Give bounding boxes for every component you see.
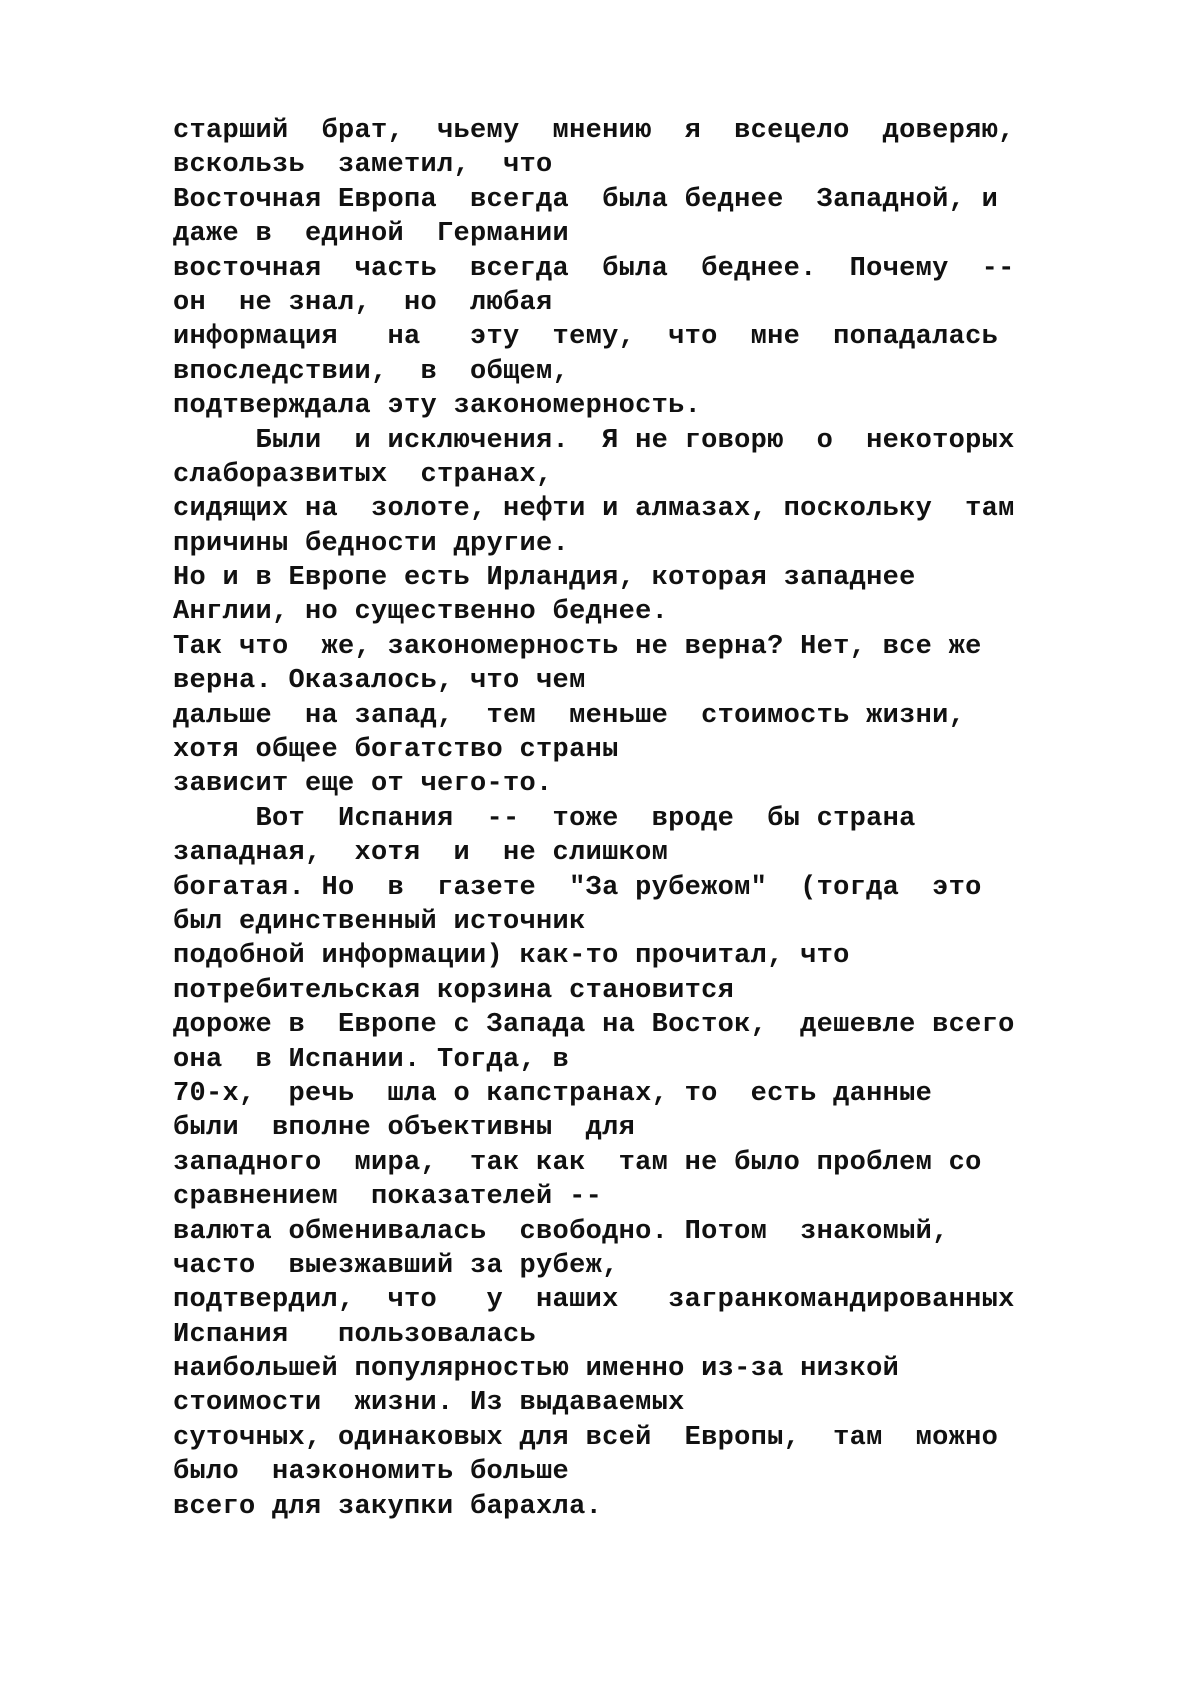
text-line: дальше на запад, тем меньше стоимость жизни, [173,700,966,731]
text-line: подобной информации) как-то прочитал, что [173,941,850,972]
text-line: Англии, но существенно беднее. [173,597,669,628]
text-line: суточных, одинаковых для всей Европы, там можно [173,1422,999,1453]
text-line: вскользь заметил, что [173,150,553,181]
document-text [173,114,1113,1524]
text-line: был единственный источник [173,906,586,937]
text-line: Были и исключения. Я не говорю о некоторых [173,425,1015,456]
text-line: верна. Оказалось, что чем [173,666,586,697]
text-line: всего для закупки барахла. [173,1491,603,1522]
text-line: западная, хотя и не слишком [173,838,669,869]
text-line: стоимости жизни. Из выдаваемых [173,1388,685,1419]
text-line: дороже в Европе с Запада на Восток, дешевле всего [173,1010,1015,1041]
text-line: впоследствии, в общем, [173,356,570,387]
text-line: она в Испании. Тогда, в [173,1044,570,1075]
text-line: Так что же, закономерность не верна? Нет, все же [173,631,982,662]
text-line: потребительская корзина становится [173,975,735,1006]
text-line: наибольшей популярностью именно из-за низкой [173,1354,900,1385]
text-line: богатая. Но в газете "За рубежом" (тогда это [173,872,982,903]
text-line: сидящих на золоте, нефти и алмазах, поскольку там [173,494,1015,525]
text-line: Вот Испания -- тоже вроде бы страна [173,803,916,834]
text-line: причины бедности другие. [173,528,570,559]
text-line: валюта обменивалась свободно. Потом знакомый, [173,1216,949,1247]
text-line: восточная часть всегда была беднее. Почему -- [173,253,1015,284]
text-line: сравнением показателей -- [173,1182,603,1213]
text-line: зависит еще от чего-то. [173,769,553,800]
text-line: слаборазвитых странах, [173,459,553,490]
text-line: 70-х, речь шла о капстранах, то есть данные [173,1078,933,1109]
text-line: он не знал, но любая [173,287,553,318]
text-line: даже в единой Германии [173,219,570,250]
text-line: Но и в Европе есть Ирландия, которая западнее [173,563,916,594]
text-line: подтверждала эту закономерность. [173,391,702,422]
text-line: информация на эту тему, что мне попадалась [173,322,999,353]
text-line: были вполне объективны для [173,1113,636,1144]
text-line: Восточная Европа всегда была беднее Западной, и [173,184,999,215]
text-line: часто выезжавший за рубеж, [173,1250,619,1281]
text-line: Испания пользовалась [173,1319,537,1350]
text-line: старший брат, чьему мнению я всецело доверяю, [173,116,1015,146]
text-line: было наэкономить больше [173,1457,570,1488]
text-line: западного мира, так как там не было проблем со [173,1147,982,1178]
text-line: подтвердил, что у наших загранкомандированных [173,1285,1015,1316]
text-line: хотя общее богатство страны [173,735,619,766]
